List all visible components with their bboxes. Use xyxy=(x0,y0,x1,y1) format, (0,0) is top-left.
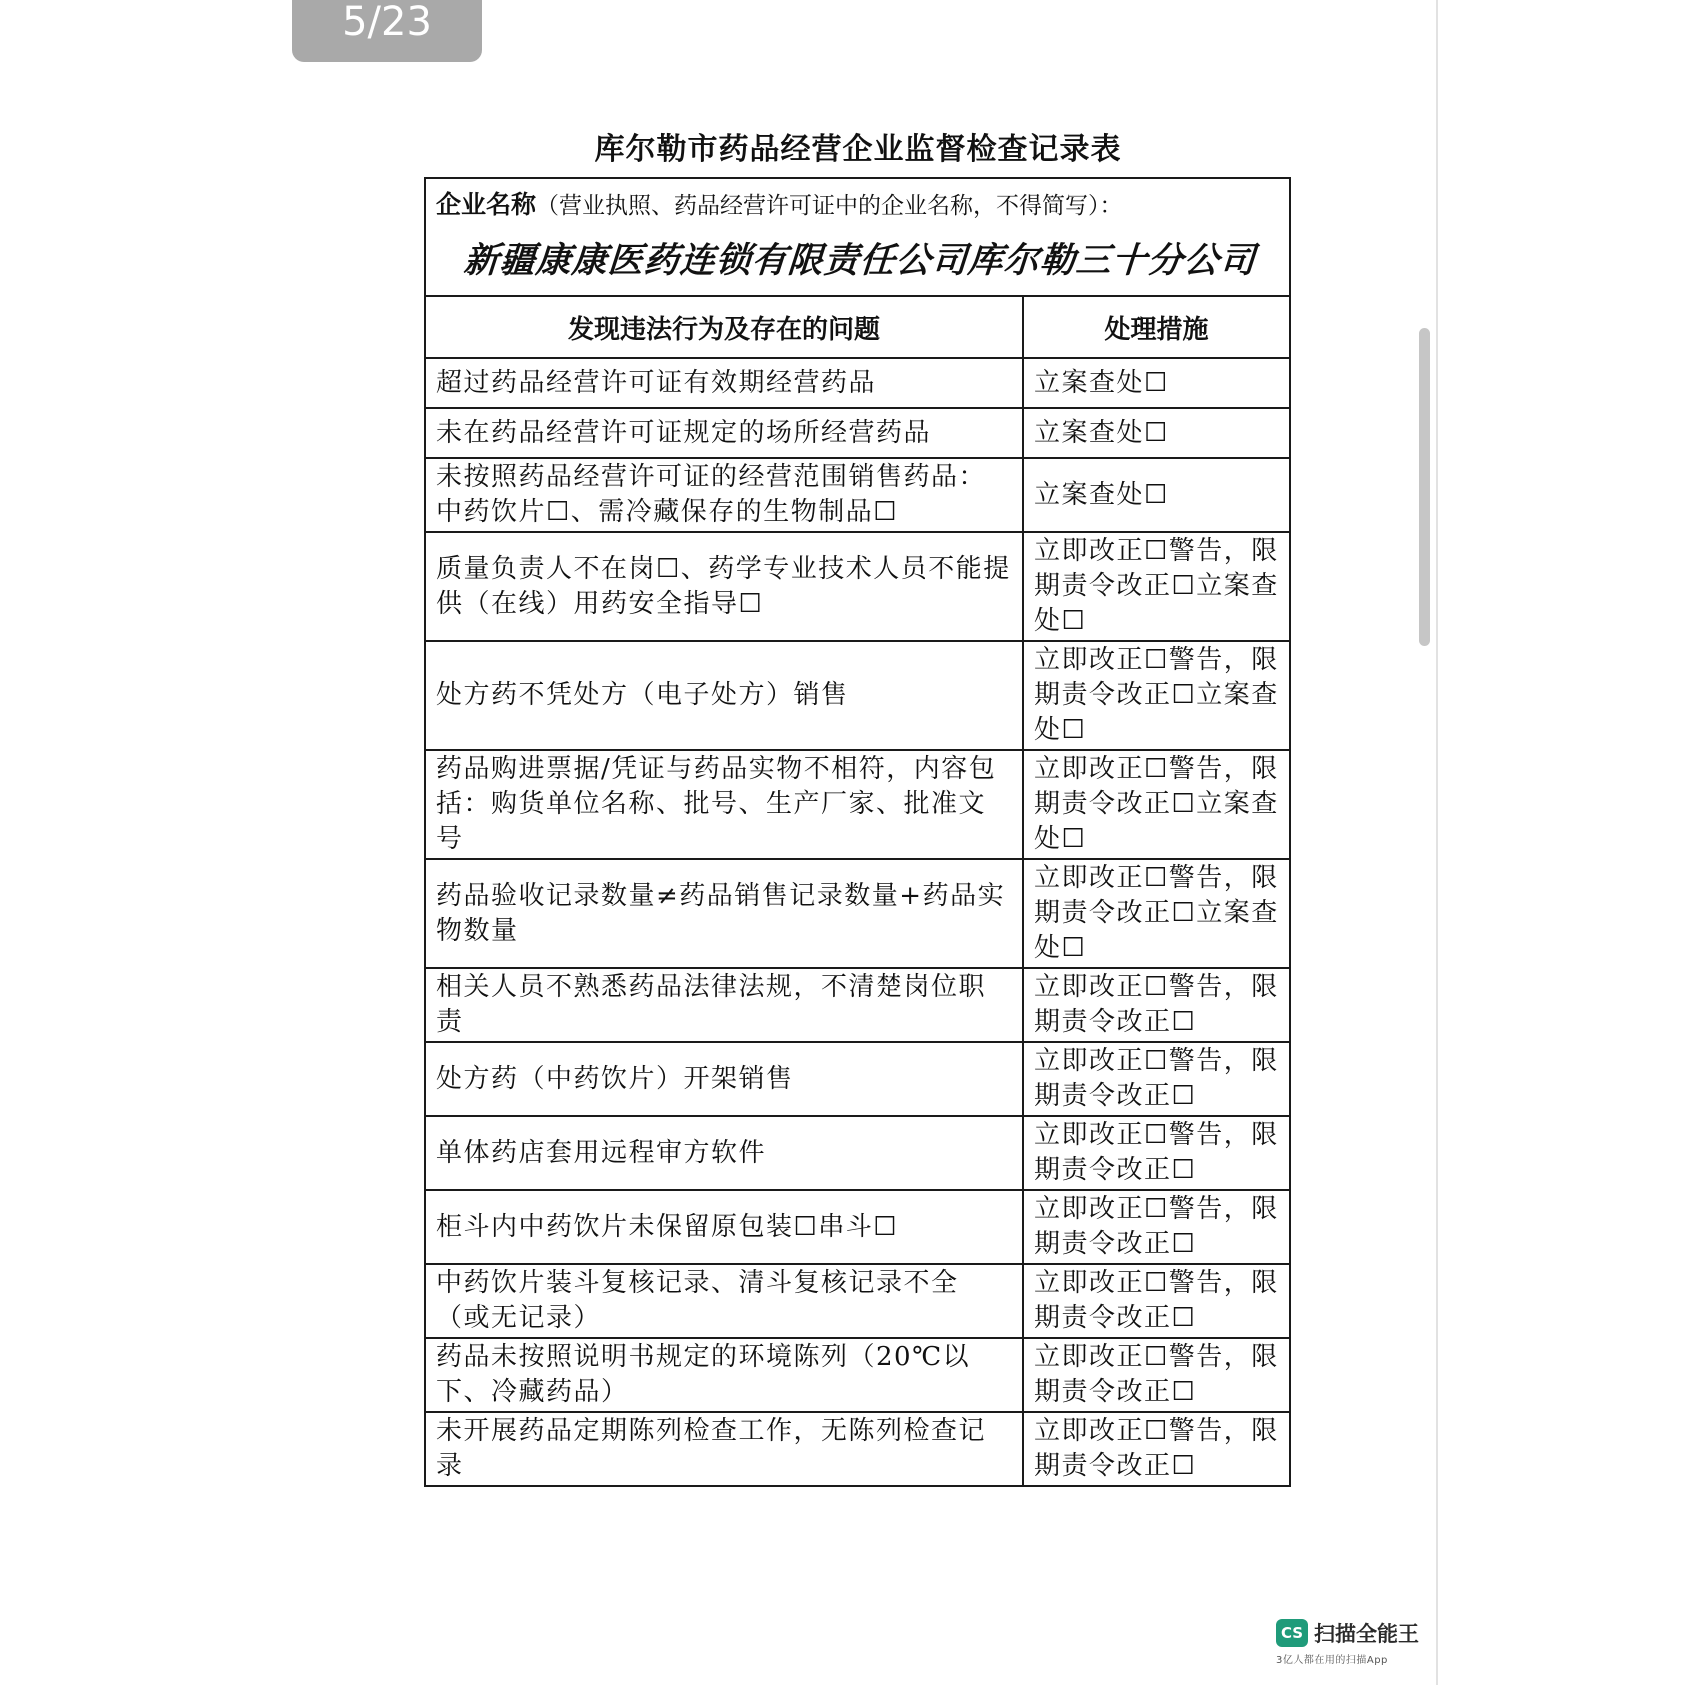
company-name-handwritten: 新疆康康医药连锁有限责任公司库尔勒三十分公司 xyxy=(462,240,1258,281)
table-row xyxy=(425,408,1290,458)
action-cell: 立即改正☐警告，限期责令改正☐立案查处☐ xyxy=(1023,750,1290,859)
table-row xyxy=(425,641,1290,750)
issue-cell: 处方药（中药饮片）开架销售 xyxy=(425,1042,1023,1116)
issue-cell: 药品未按照说明书规定的环境陈列（20℃以下、冷藏药品） xyxy=(425,1338,1023,1412)
table-row xyxy=(425,1190,1290,1264)
table-row xyxy=(425,859,1290,968)
action-cell: 立即改正☐警告，限期责令改正☐ xyxy=(1023,1412,1290,1486)
table-row xyxy=(425,1042,1290,1116)
table-row xyxy=(425,968,1290,1042)
action-cell: 立即改正☐警告，限期责令改正☐ xyxy=(1023,1264,1290,1338)
page-edge xyxy=(1436,0,1438,1685)
watermark-top xyxy=(1276,1618,1422,1648)
table-row xyxy=(425,532,1290,641)
company-label-line xyxy=(436,190,1279,221)
issue-cell: 单体药店套用远程审方软件 xyxy=(425,1116,1023,1190)
action-cell: 立即改正☐警告，限期责令改正☐立案查处☐ xyxy=(1023,859,1290,968)
action-cell: 立即改正☐警告，限期责令改正☐ xyxy=(1023,1042,1290,1116)
action-cell: 立即改正☐警告，限期责令改正☐ xyxy=(1023,1190,1290,1264)
action-cell: 立案查处☐ xyxy=(1023,358,1290,408)
table-row xyxy=(425,1412,1290,1486)
issue-cell: 中药饮片装斗复核记录、清斗复核记录不全（或无记录） xyxy=(425,1264,1023,1338)
company-row xyxy=(425,178,1290,296)
company-label: 企业名称 xyxy=(436,189,537,219)
inspection-record-table xyxy=(424,177,1291,1487)
table-row xyxy=(425,358,1290,408)
issue-cell: 超过药品经营许可证有效期经营药品 xyxy=(425,358,1023,408)
issue-cell: 未在药品经营许可证规定的场所经营药品 xyxy=(425,408,1023,458)
issue-cell: 药品验收记录数量≠药品销售记录数量+药品实物数量 xyxy=(425,859,1023,968)
action-cell: 立即改正☐警告，限期责令改正☐立案查处☐ xyxy=(1023,641,1290,750)
issue-cell: 处方药不凭处方（电子处方）销售 xyxy=(425,641,1023,750)
camscanner-logo-icon: CS xyxy=(1276,1619,1308,1647)
issue-cell: 未按照药品经营许可证的经营范围销售药品：中药饮片☐、需冷藏保存的生物制品☐ xyxy=(425,458,1023,532)
issue-cell: 未开展药品定期陈列检查工作，无陈列检查记录 xyxy=(425,1412,1023,1486)
table-row xyxy=(425,458,1290,532)
issue-cell: 柜斗内中药饮片未保留原包装☐串斗☐ xyxy=(425,1190,1023,1264)
watermark-app-name: 扫描全能王 xyxy=(1314,1622,1419,1646)
table-row xyxy=(425,1338,1290,1412)
company-note: （营业执照、药品经营许可证中的企业名称，不得简写）： xyxy=(536,192,1123,219)
action-cell: 立案查处☐ xyxy=(1023,408,1290,458)
issue-cell: 相关人员不熟悉药品法律法规，不清楚岗位职责 xyxy=(425,968,1023,1042)
action-cell: 立即改正☐警告，限期责令改正☐ xyxy=(1023,1116,1290,1190)
table-row xyxy=(425,750,1290,859)
company-cell xyxy=(425,178,1290,296)
scrollbar-thumb[interactable] xyxy=(1419,328,1430,646)
document-title: 库尔勒市药品经营企业监督检查记录表 xyxy=(594,132,1122,167)
issue-cell: 药品购进票据/凭证与药品实物不相符，内容包括：购货单位名称、批号、生产厂家、批准文号 xyxy=(425,750,1023,859)
header-row xyxy=(425,296,1290,358)
action-cell: 立即改正☐警告，限期责令改正☐ xyxy=(1023,1338,1290,1412)
table-row xyxy=(425,1264,1290,1338)
action-column-header: 处理措施 xyxy=(1023,296,1290,358)
table-row xyxy=(425,1116,1290,1190)
action-cell: 立案查处☐ xyxy=(1023,458,1290,532)
page-indicator: 5/23 xyxy=(292,0,482,62)
watermark-tagline: 3亿人都在用的扫描App xyxy=(1276,1655,1388,1666)
action-cell: 立即改正☐警告，限期责令改正☐立案查处☐ xyxy=(1023,532,1290,641)
issue-cell: 质量负责人不在岗☐、药学专业技术人员不能提供（在线）用药安全指导☐ xyxy=(425,532,1023,641)
action-cell: 立即改正☐警告，限期责令改正☐ xyxy=(1023,968,1290,1042)
scanner-watermark xyxy=(1276,1618,1422,1666)
issue-column-header: 发现违法行为及存在的问题 xyxy=(425,296,1023,358)
